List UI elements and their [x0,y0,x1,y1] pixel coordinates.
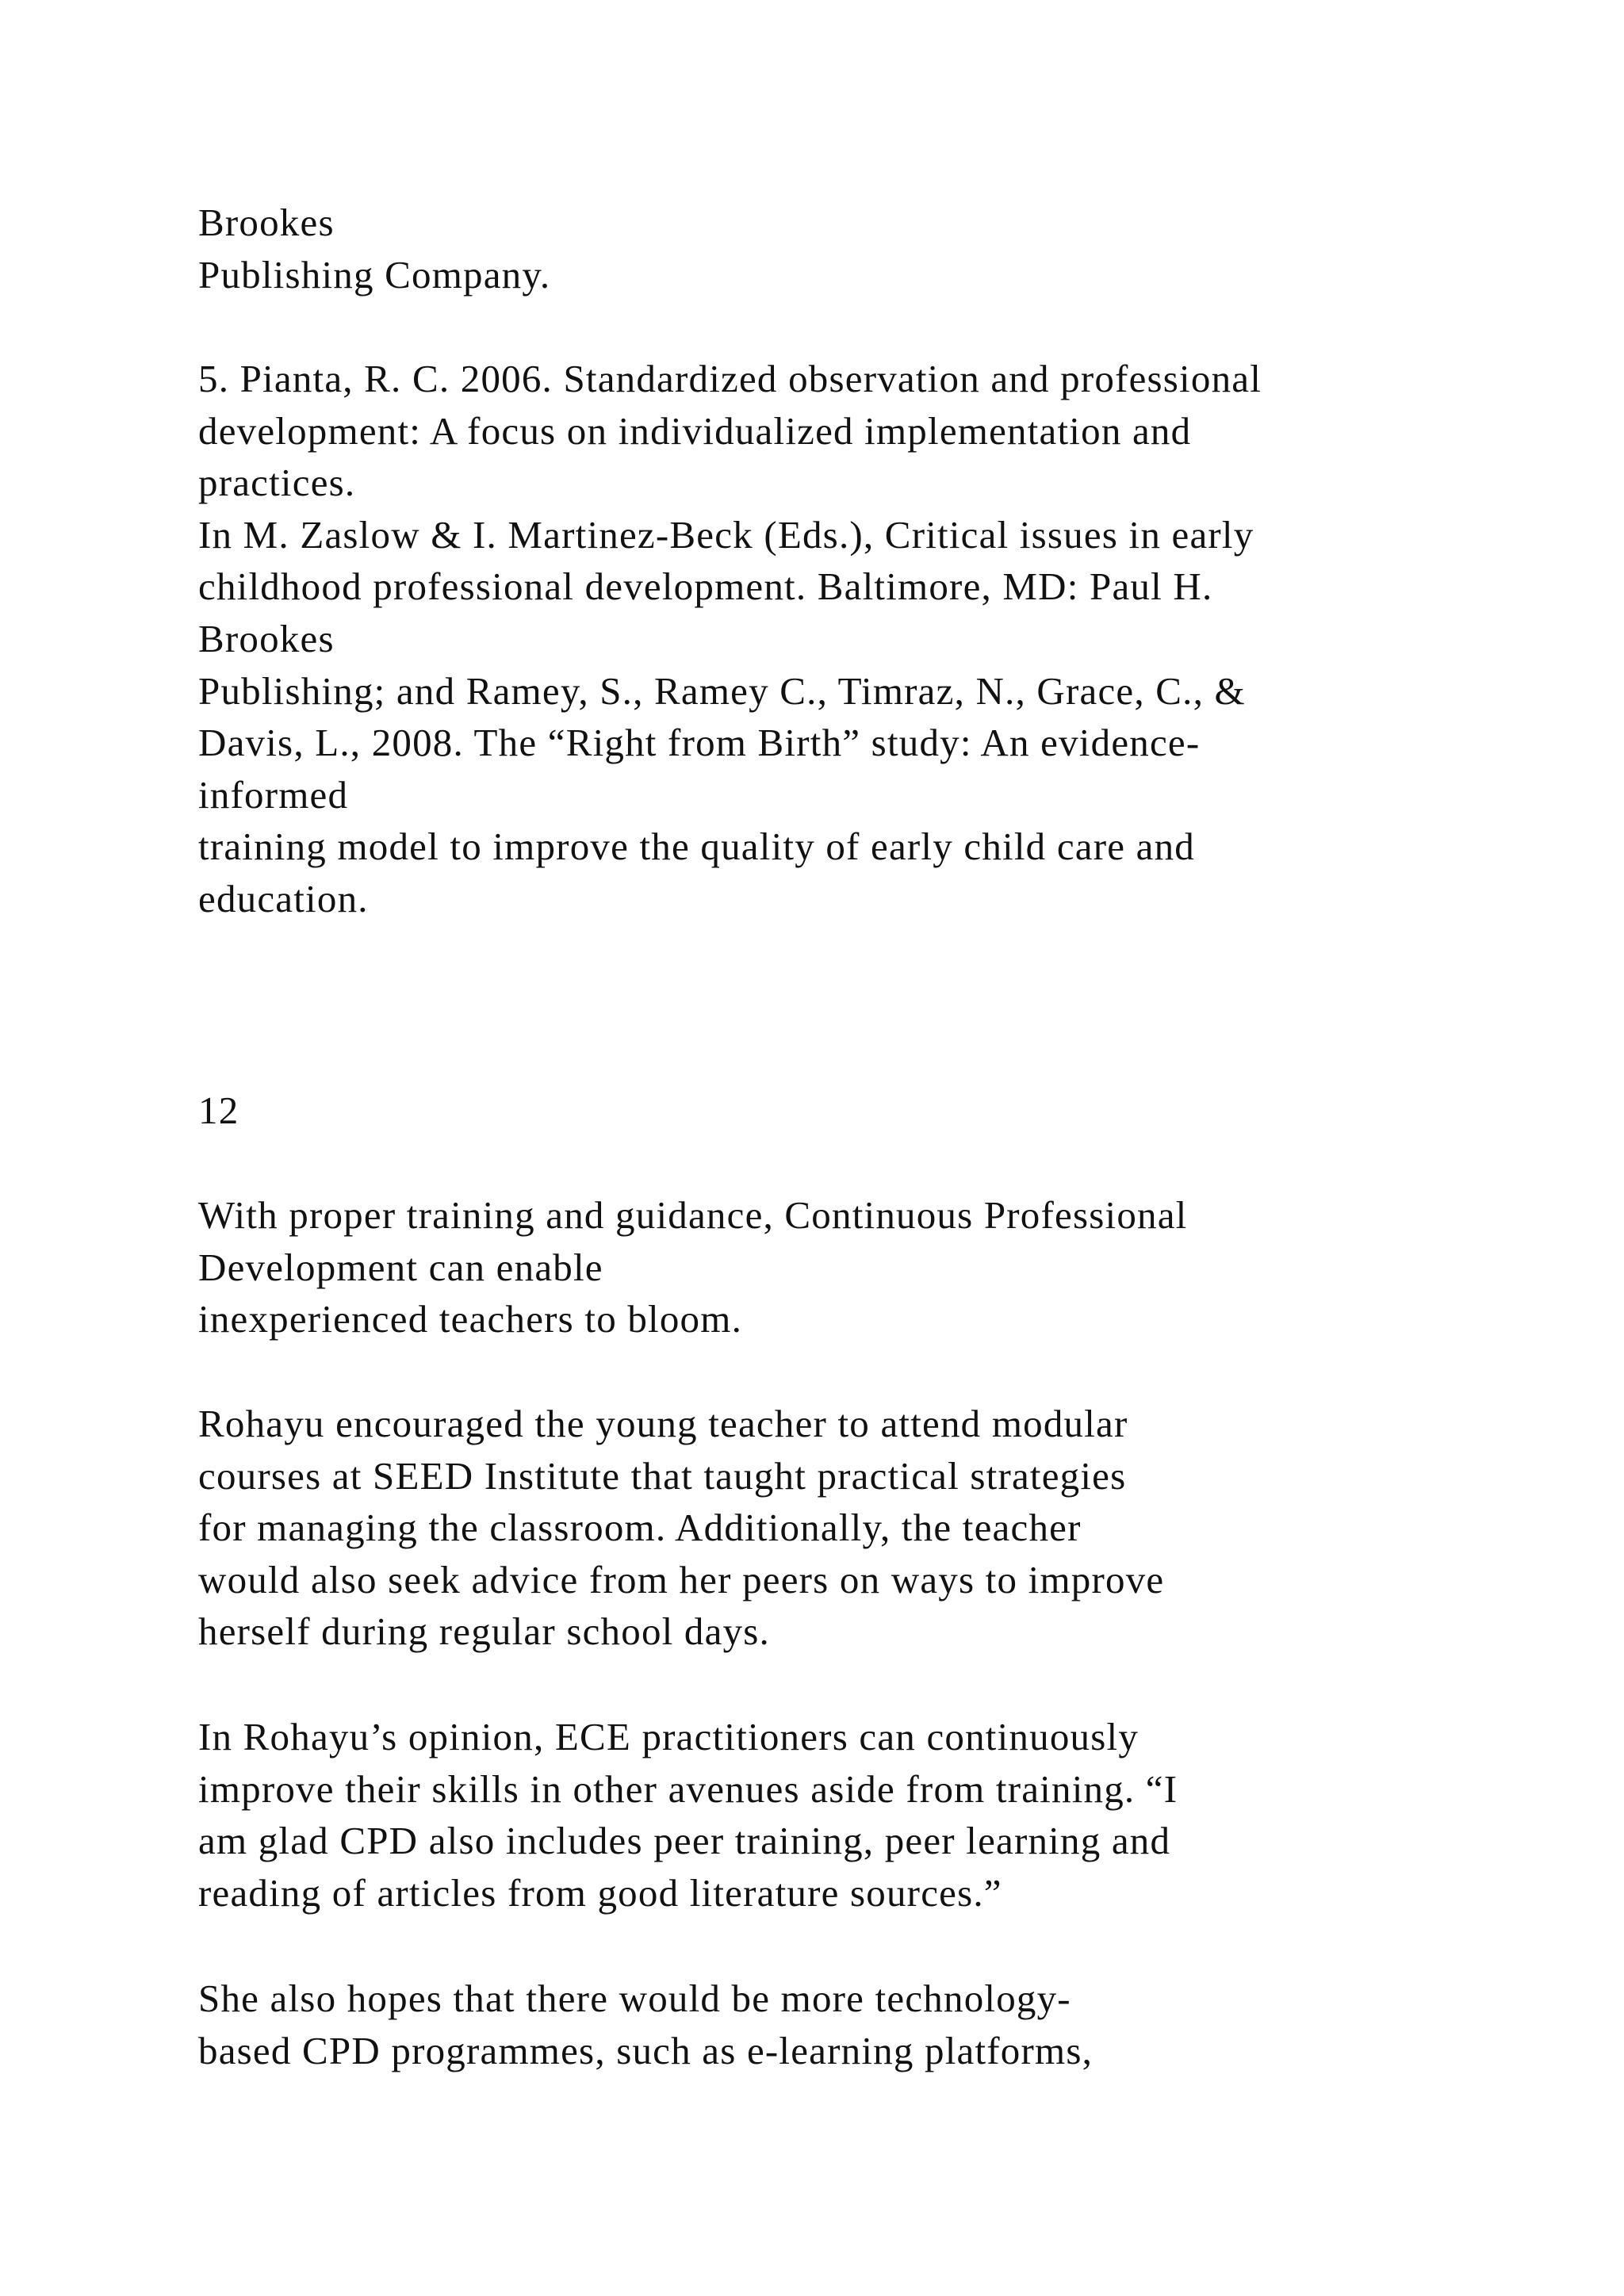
text-line: improve their skills in other avenues aside from training. “I [198,1766,1178,1811]
text-line: Brookes [198,201,335,244]
text-line: practices. [198,461,356,505]
text-line: inexperienced teachers to bloom. [198,1297,743,1341]
paragraph-3 [198,1711,1546,1919]
text-line: Publishing Company. [198,252,551,297]
page-number [198,1085,1546,1137]
text-line: Development can enable [198,1245,603,1289]
paragraph-4 [198,1973,1546,2076]
text-line: reading of articles from good literature sources.” [198,1870,1002,1915]
text-line: education. [198,876,369,920]
text-line: informed [198,772,349,817]
text-line: Rohayu encouraged the young teacher to attend modular [198,1402,1128,1445]
text-line: childhood professional development. Baltimore, MD: Paul H. [198,564,1213,609]
text-line: training model to improve the quality of early child care and [198,825,1195,869]
paragraph-2 [198,1398,1546,1658]
text-line: In Rohayu’s opinion, ECE practitioners can continuously [198,1715,1139,1758]
text-line: In M. Zaslow & I. Martinez-Beck (Eds.), Critical issues in early [198,512,1254,557]
text-line: She also hopes that there would be more technology- [198,1976,1071,2020]
page-number-text: 12 [198,1089,239,1132]
text-line: Publishing; and Ramey, S., Ramey C., Timraz, N., Grace, C., & [198,668,1246,713]
text-line: for managing the classroom. Additionally, the teacher [198,1506,1082,1550]
text-line: Brookes [198,616,335,660]
paragraph-1 [198,1189,1546,1345]
text-line: With proper training and guidance, Continuous Professional [198,1193,1188,1237]
top-continuation [198,197,1546,300]
text-line: courses at SEED Institute that taught practical strategies [198,1453,1127,1498]
text-line: 5. Pianta, R. C. 2006. Standardized observation and professional [198,357,1262,400]
text-line: Davis, L., 2008. The “Right from Birth” study: An evidence- [198,721,1201,765]
text-line: herself during regular school days. [198,1609,770,1654]
reference-5 [198,353,1546,925]
text-line: am glad CPD also includes peer training, peer learning and [198,1819,1171,1863]
text-line: would also seek advice from her peers on ways to improve [198,1557,1165,1601]
text-line: development: A focus on individualized implementation and [198,408,1192,453]
text-line: based CPD programmes, such as e-learning platforms, [198,2028,1094,2072]
